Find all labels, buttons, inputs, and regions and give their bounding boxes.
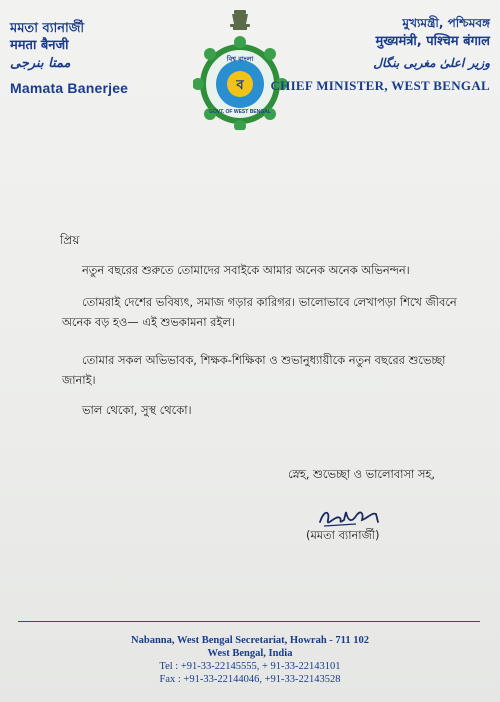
title-urdu: وزیر اعلیٰ مغربی بنگال (373, 56, 490, 70)
paragraph-3 (62, 350, 462, 390)
paragraph-4: ভাল থেকো, সুস্থ থেকো। (82, 403, 192, 417)
emblem-bottom-text: GOVT. OF WEST BENGAL (209, 109, 271, 115)
footer-line-2: West Bengal, India (207, 648, 293, 659)
paragraph-2-text: তোমরাই দেশের ভবিষ্যৎ, সমাজ গড়ার কারিগর। ভালোভাবে লেখাপড়া শিখে জীবনে অনেক বড় হও— এই শুভকামনা রইল। (62, 295, 457, 329)
title-english: CHIEF MINISTER, WEST BENGAL (270, 78, 490, 93)
header-right (270, 14, 490, 94)
salutation: প্রিয় (60, 233, 80, 247)
name-bengali: মমতা ব্যানার্জী (10, 21, 85, 36)
name-urdu: ممتا بنرجی (10, 56, 71, 71)
footer-divider (18, 621, 480, 622)
footer-address (0, 634, 500, 686)
footer-fax: Fax : +91-33-22144046, +91-33-22143528 (159, 674, 341, 685)
footer-tel: Tel : +91-33-22145555, + 91-33-22143101 (159, 661, 341, 672)
paragraph-2 (62, 292, 462, 332)
paragraph-3-text: তোমার সকল অভিভাবক, শিক্ষক-শিক্ষিকা ও শুভানুধ্যায়ীকে নতুন বছরের শুভেচ্ছা জানাই। (62, 353, 446, 387)
title-bengali: মুখ্যমন্ত্রী, পশ্চিমবঙ্গ (402, 16, 490, 30)
name-hindi: ममता बैनजी (10, 38, 69, 53)
signature-name: (মমতা ব্যানার্জী) (306, 528, 380, 542)
footer-line-1: Nabanna, West Bengal Secretariat, Howrah - 711 102 (131, 635, 369, 646)
name-english: Mamata Banerjee (10, 80, 129, 96)
paragraph-1: নতুন বছরের শুরুতে তোমাদের সবাইকে আমার অনেক অনেক অভিনন্দন। (82, 263, 410, 277)
emblem-center-glyph: ব (236, 78, 244, 93)
emblem-top-text: বিশ্ব বাংলা (226, 55, 254, 63)
header-left (10, 20, 128, 96)
closing-line: স্নেহ, শুভেচ্ছা ও ভালোবাসা সহ, (288, 467, 436, 481)
title-hindi: मुख्यमंत्री, पश्चिम बंगाल (375, 34, 490, 49)
